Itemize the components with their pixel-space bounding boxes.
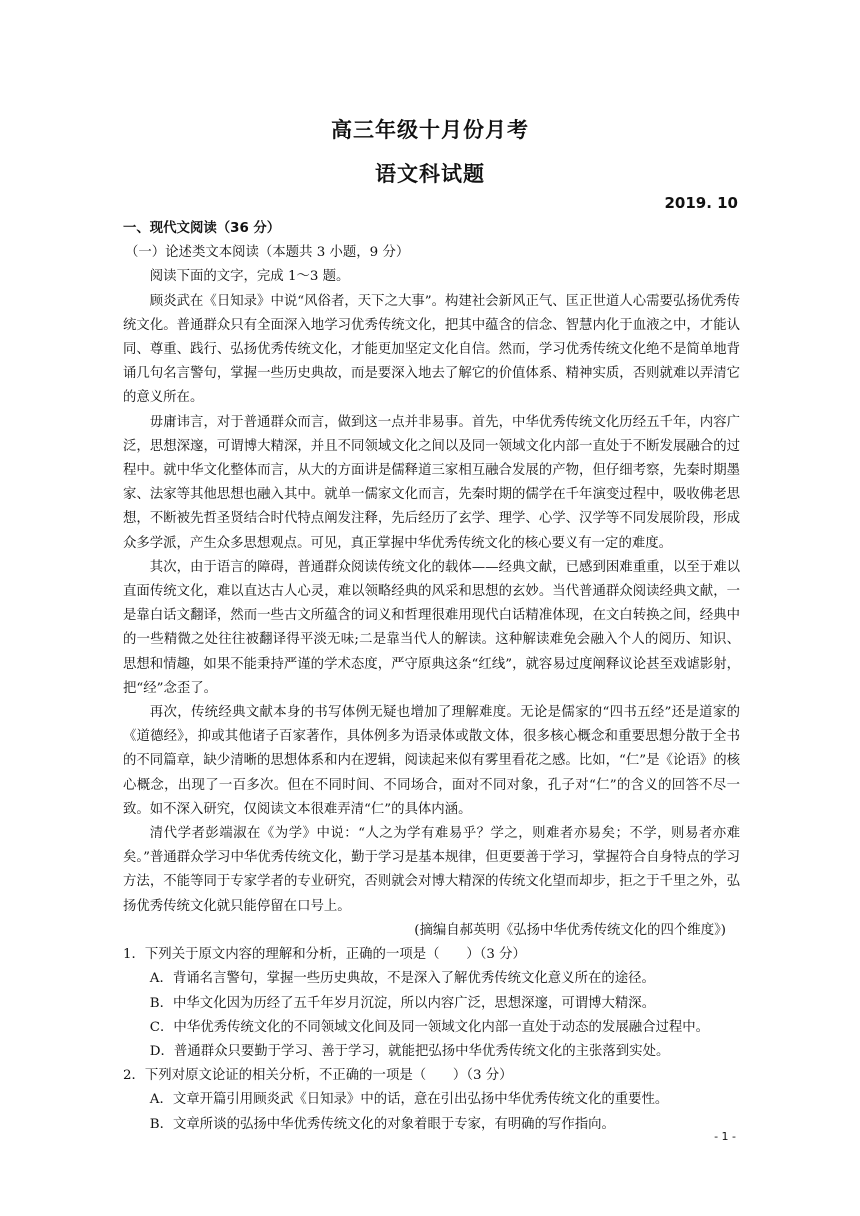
question-stem: 1．下列关于原文内容的理解和分析，正确的一项是（ ）（3 分） xyxy=(123,947,526,963)
passage-paragraph: 顾炎武在《日知录》中说“风俗者，天下之大事”。构建社会新风正气、匡正世道人心需要弘扬优秀传统文化。普通群众只有全面深入地学习优秀传统文化，把其中蕴含的信念、智慧内化于血液之中，才能认同、尊重、践行、弘扬优秀传统文化，才能更加坚定文化自信。然而，学习优秀传统文化绝不是简单地背诵几句名言警句，掌握一些历史典故，而是要深入地去了解它的价值体系、精神实质，否则就难以弄清它的意义所在。 xyxy=(123,293,740,406)
passage-source: (摘编自郝英明《弘扬中华优秀传统文化的四个维度》) xyxy=(414,922,726,938)
exam-title: 高三年级十月份月考 xyxy=(331,118,529,142)
passage-paragraph: 再次，传统经典文献本身的书写体例无疑也增加了理解难度。无论是儒家的“四书五经”还是道家的《道德经》，抑或其他诸子百家著作，具体例多为语录体或散文体，很多核心概念和重要思想分散于全书的不同篇章，缺少清晰的思想体系和内在逻辑，阅读起来似有雾里看花之感。比如，“仁”是《论语》的核心概念，出现了一百多次。但在不同时间、不同场合，面对不同对象，孔子对“仁”的含义的回答不尽一致。如不深入研究，仅阅读文本很难弄清“仁”的具体内涵。 xyxy=(123,705,740,817)
exam-subtitle: 语文科试题 xyxy=(375,162,485,186)
section-heading: 一、现代文阅读（36 分） xyxy=(123,221,281,236)
question-stem: 2．下列对原文论证的相关分析，不正确的一项是（ ）（3 分） xyxy=(123,1068,513,1084)
question-option: D．普通群众只要勤于学习、善于学习，就能把弘扬中华优秀传统文化的主张落到实处。 xyxy=(149,1043,670,1059)
passage-paragraph: 其次，由于语言的障碍，普通群众阅读传统文化的载体——经典文献，已感到困难重重，以至于难以直面传统文化，难以直达古人心灵，难以领略经典的风采和思想的玄妙。当代普通群众阅读经典文献，一是靠白话文翻译，然而一些古文所蕴含的词义和哲理很难用现代白话精准体现，在文白转换之间，经典中的一些精微之处往往被翻译得平淡无味;二是靠当代人的解读。这种解读难免会融入个人的阅历、知识、思想和情趣，如果不能秉持严谨的学术态度，严守原典这条“红线”，就容易过度阐释议论甚至戏谑影射，把“经”念歪了。 xyxy=(123,559,740,696)
question-option: A．文章开篇引用顾炎武《日知录》中的话，意在引出弘扬中华优秀传统文化的重要性。 xyxy=(149,1092,669,1108)
reading-instruction: 阅读下面的文字，完成 1～3 题。 xyxy=(149,269,350,285)
question-option: C．中华优秀传统文化的不同领域文化间及同一领域文化内部一直处于动态的发展融合过程中。 xyxy=(149,1019,710,1035)
subsection-heading: （一）论述类文本阅读（本题共 3 小题，9 分） xyxy=(125,245,410,261)
passage-paragraph: 清代学者彭端淑在《为学》中说：“人之为学有难易乎？学之，则难者亦易矣；不学，则易者亦难矣。”普通群众学习中华优秀传统文化，勤于学习是基本规律，但更要善于学习，掌握符合自身特点的学习方法，不能等同于专家学者的专业研究，否则就会对博大精深的传统文化望而却步，拒之于千里之外，弘扬优秀传统文化就只能停留在口号上。 xyxy=(123,826,740,914)
question-option: B．中华文化因为历经了五千年岁月沉淀，所以内容广泛，思想深邃，可谓博大精深。 xyxy=(149,995,656,1011)
question-option: B．文章所谈的弘扬中华优秀传统文化的对象着眼于专家，有明确的写作指向。 xyxy=(149,1116,615,1132)
passage-paragraph: 毋庸讳言，对于普通群众而言，做到这一点并非易事。首先，中华优秀传统文化历经五千年，内容广泛，思想深邃，可谓博大精深，并且不同领域文化之间以及同一领域文化内部一直处于不断发展融合的过程中。就中华文化整体而言，从大的方面讲是儒释道三家相互融合发展的产物，但仔细考察，先秦时期墨家、法家等其他思想也融入其中。就单一儒家文化而言，先秦时期的儒学在千年演变过程中，吸收佛老思想，不断被先哲圣贤结合时代特点阐发注释，先后经历了玄学、理学、心学、汉学等不同发展阶段，形成众多学派，产生众多思想观点。可见，真正掌握中华优秀传统文化的核心要义有一定的难度。 xyxy=(123,414,740,551)
exam-date: 2019. 10 xyxy=(664,194,738,212)
question-option: A．背诵名言警句，掌握一些历史典故，不是深入了解优秀传统文化意义所在的途径。 xyxy=(149,971,655,987)
exam-content xyxy=(123,217,740,1137)
page-number: - 1 - xyxy=(714,1130,736,1143)
